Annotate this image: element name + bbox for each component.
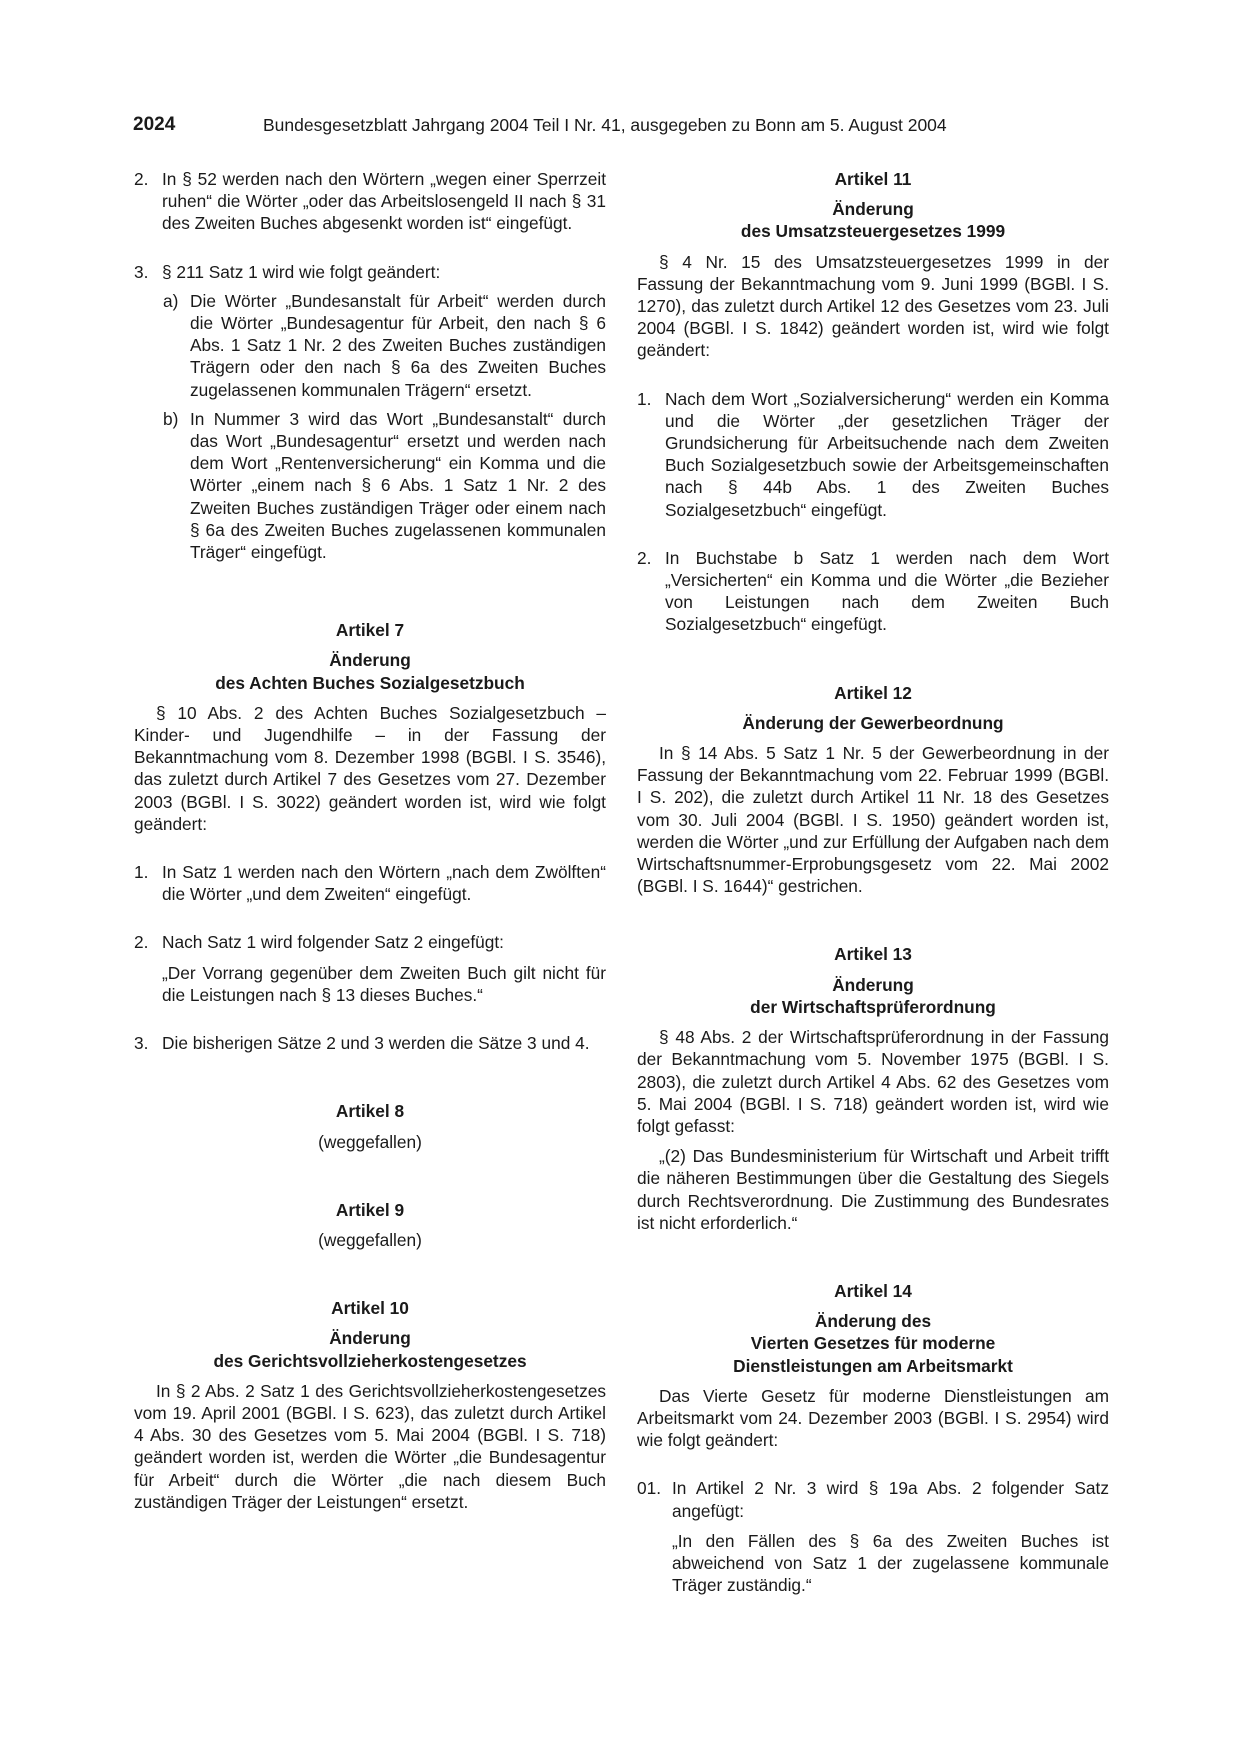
item-text: In Buchstabe b Satz 1 werden nach dem Wort „Versicherten“ ein Komma und die Wörter „die Bezieher von Leistungen nach dem Zweiten Buch Sozialgesetzbuch“ eingefügt.: [665, 547, 1109, 635]
article-heading: Artikel 10: [331, 1298, 409, 1319]
article-title: Änderung: [329, 1328, 411, 1349]
article-title: des Umsatzsteuergesetzes 1999: [740, 221, 1006, 242]
sub-item-text: Die Wörter „Bundesanstalt für Arbeit“ werden durch die Wörter „Bundesagentur für Arbeit, den nach § 6 Abs. 1 Satz 1 Nr. 2 des Zweiten Buches zuständigen Trägern oder den nach § 6a des Zweiten Buches zugelassenen kommunalen Trägern“ ersetzt.: [190, 290, 606, 400]
list-item: [134, 861, 606, 905]
sub-item: [134, 408, 606, 563]
page-header: [133, 112, 1113, 138]
list-item: [637, 547, 1109, 636]
article-title: Dienstleistungen am Arbeitsmarkt: [733, 1355, 1013, 1376]
item-text: In Artikel 2 Nr. 3 wird § 19a Abs. 2 folgender Satz angefügt:: [672, 1478, 1109, 1521]
item-number: 01.: [637, 1478, 662, 1499]
article-paragraph: In § 14 Abs. 5 Satz 1 Nr. 5 der Gewerbeordnung in der Fassung der Bekanntmachung vom 22. Februar 1999 (BGBl. I S. 202), die zuletzt durch Artikel 11 Nr. 18 des Gesetzes vom 30. Juli 2004 (BGBl. I S. 1950) geändert worden ist, werden die Wörter „und zur Erfüllung der Aufgaben nach dem Wirtschaftsnummer-Erprobungsgesetz vom 22. Mai 2002 (BGBl. I S. 1644)“ gestrichen.: [637, 743, 1109, 897]
item-number: 1.: [637, 388, 652, 409]
running-head: Bundesgesetzblatt Jahrgang 2004 Teil I Nr. 41, ausgegeben zu Bonn am 5. August 2004: [263, 115, 947, 135]
item-number: 2.: [134, 932, 149, 953]
page-number: 2024: [133, 114, 176, 135]
article-note: (weggefallen): [318, 1131, 422, 1152]
article-paragraph: § 10 Abs. 2 des Achten Buches Sozialgesetzbuch – Kinder- und Jugendhilfe – in der Fassung der Bekanntmachung vom 8. Dezember 1998 (BGBl. I S. 3546), das zuletzt durch Artikel 7 des Gesetzes vom 27. Dezember 2003 (BGBl. I S. 3022) geändert worden ist, wird wie folgt geändert:: [134, 702, 606, 834]
list-item: [637, 1477, 1109, 1521]
item-number: 3.: [134, 261, 149, 282]
list-item: [134, 261, 606, 283]
article-heading: Artikel 11: [834, 169, 912, 189]
article-paragraph: In § 2 Abs. 2 Satz 1 des Gerichtsvollzieherkostengesetzes vom 19. April 2001 (BGBl. I S. 623), das zuletzt durch Artikel 4 Abs. 30 des Gesetzes vom 5. Mai 2004 (BGBl. I S. 718) geändert worden ist, werden die Wörter „die Bundesagentur für Arbeit“ durch die Wörter „die nach diesem Buch zuständigen Träger der Leistungen“ ersetzt.: [134, 1380, 606, 1512]
item-text: Nach Satz 1 wird folgender Satz 2 eingefügt:: [162, 932, 504, 953]
left-column: [134, 168, 606, 1513]
sub-item: [134, 290, 606, 401]
item-number: 2.: [134, 169, 149, 189]
article-title: Änderung: [329, 650, 411, 671]
item-text: § 211 Satz 1 wird wie folgt geändert:: [162, 261, 441, 282]
sub-item-letter: a): [163, 290, 179, 311]
item-text: In § 52 werden nach den Wörtern „wegen einer Sperrzeit ruhen“ die Wörter „oder das Arbeitslosengeld II nach § 31 des Zweiten Buches abgesenkt worden ist“ eingefügt.: [162, 169, 606, 234]
sub-item-text: In Nummer 3 wird das Wort „Bundesanstalt“ durch das Wort „Bundesagentur“ ersetzt und werden nach dem Wort „Rentenversicherung“ ein Komma und die Wörter „einem nach § 6 Abs. 1 Satz 1 Nr. 2 des Zweiten Buches zuständigen Träger oder einem nach § 6a des Zweiten Buches zugelassenen kommunalen Träger“ eingefügt.: [190, 408, 606, 563]
article-title: Änderung der Gewerbeordnung: [742, 712, 1004, 733]
article-heading: Artikel 8: [335, 1101, 405, 1122]
quoted-text: „Der Vorrang gegenüber dem Zweiten Buch gilt nicht für die Leistungen nach § 13 dieses Buches.“: [162, 962, 606, 1005]
article-title: des Gerichtsvollzieherkostengesetzes: [213, 1350, 527, 1371]
article-title: Vierten Gesetzes für moderne: [750, 1333, 996, 1354]
item-text: In Satz 1 werden nach den Wörtern „nach dem Zwölften“ die Wörter „und dem Zweiten“ eingefügt.: [162, 862, 606, 905]
quoted-text: „(2) Das Bundesministerium für Wirtschaft und Arbeit trifft die näheren Bestimmungen über die Gestaltung des Siegels durch Rechtsverordnung. Die Zustimmung des Bundesrates ist nicht erforderlich.“: [637, 1146, 1109, 1233]
article-title: Änderung: [832, 199, 914, 220]
sub-item-letter: b): [163, 408, 179, 429]
article-heading: Artikel 14: [834, 1280, 912, 1301]
item-number: 1.: [134, 862, 149, 883]
article-heading: Artikel 13: [834, 944, 912, 965]
article-heading: Artikel 12: [834, 682, 912, 703]
article-paragraph: § 48 Abs. 2 der Wirtschaftsprüferordnung in der Fassung der Bekanntmachung vom 5. November 1975 (BGBl. I S. 2803), die zuletzt durch Artikel 4 Abs. 62 des Gesetzes vom 5. Mai 2004 (BGBl. I S. 718) geändert worden ist, wird wie folgt gefasst:: [637, 1027, 1109, 1136]
list-item: [637, 388, 1109, 521]
article-title: Änderung: [832, 974, 914, 995]
article-heading: Artikel 7: [335, 620, 405, 641]
article-title: der Wirtschaftsprüferordnung: [750, 996, 996, 1017]
article-paragraph: Das Vierte Gesetz für moderne Dienstleistungen am Arbeitsmarkt vom 24. Dezember 2003 (BGBl. I S. 2954) wird wie folgt geändert:: [637, 1385, 1109, 1451]
item-text: Nach dem Wort „Sozialversicherung“ werden ein Komma und die Wörter „der gesetzlichen Träger der Grundsicherung für Arbeitsuchende nach dem Zweiten Buch Sozialgesetzbuch sowie der Arbeitsgemeinschaften nach § 44b Abs. 1 des Zweiten Buches Sozialgesetzbuch“ eingefügt.: [665, 388, 1109, 520]
article-title: Änderung des: [814, 1311, 932, 1332]
list-item: [134, 931, 606, 953]
article-title: des Achten Buches Sozialgesetzbuch: [215, 672, 525, 693]
item-text: Die bisherigen Sätze 2 und 3 werden die Sätze 3 und 4.: [162, 1033, 590, 1054]
list-item: [134, 1032, 606, 1054]
article-heading: Artikel 9: [335, 1199, 405, 1220]
item-number: 3.: [134, 1033, 149, 1054]
list-item: [134, 168, 606, 235]
right-column: [637, 168, 1109, 1596]
article-note: (weggefallen): [318, 1229, 422, 1250]
item-number: 2.: [637, 547, 652, 568]
quoted-text: „In den Fällen des § 6a des Zweiten Buches ist abweichend von Satz 1 der zugelassene kommunale Träger zuständig.“: [672, 1530, 1109, 1596]
article-paragraph: § 4 Nr. 15 des Umsatzsteuergesetzes 1999 in der Fassung der Bekanntmachung vom 9. Juni 1999 (BGBl. I S. 1270), das zuletzt durch Artikel 12 des Gesetzes vom 23. Juli 2004 (BGBl. I S. 1842) geändert worden ist, wird wie folgt geändert:: [637, 251, 1109, 361]
